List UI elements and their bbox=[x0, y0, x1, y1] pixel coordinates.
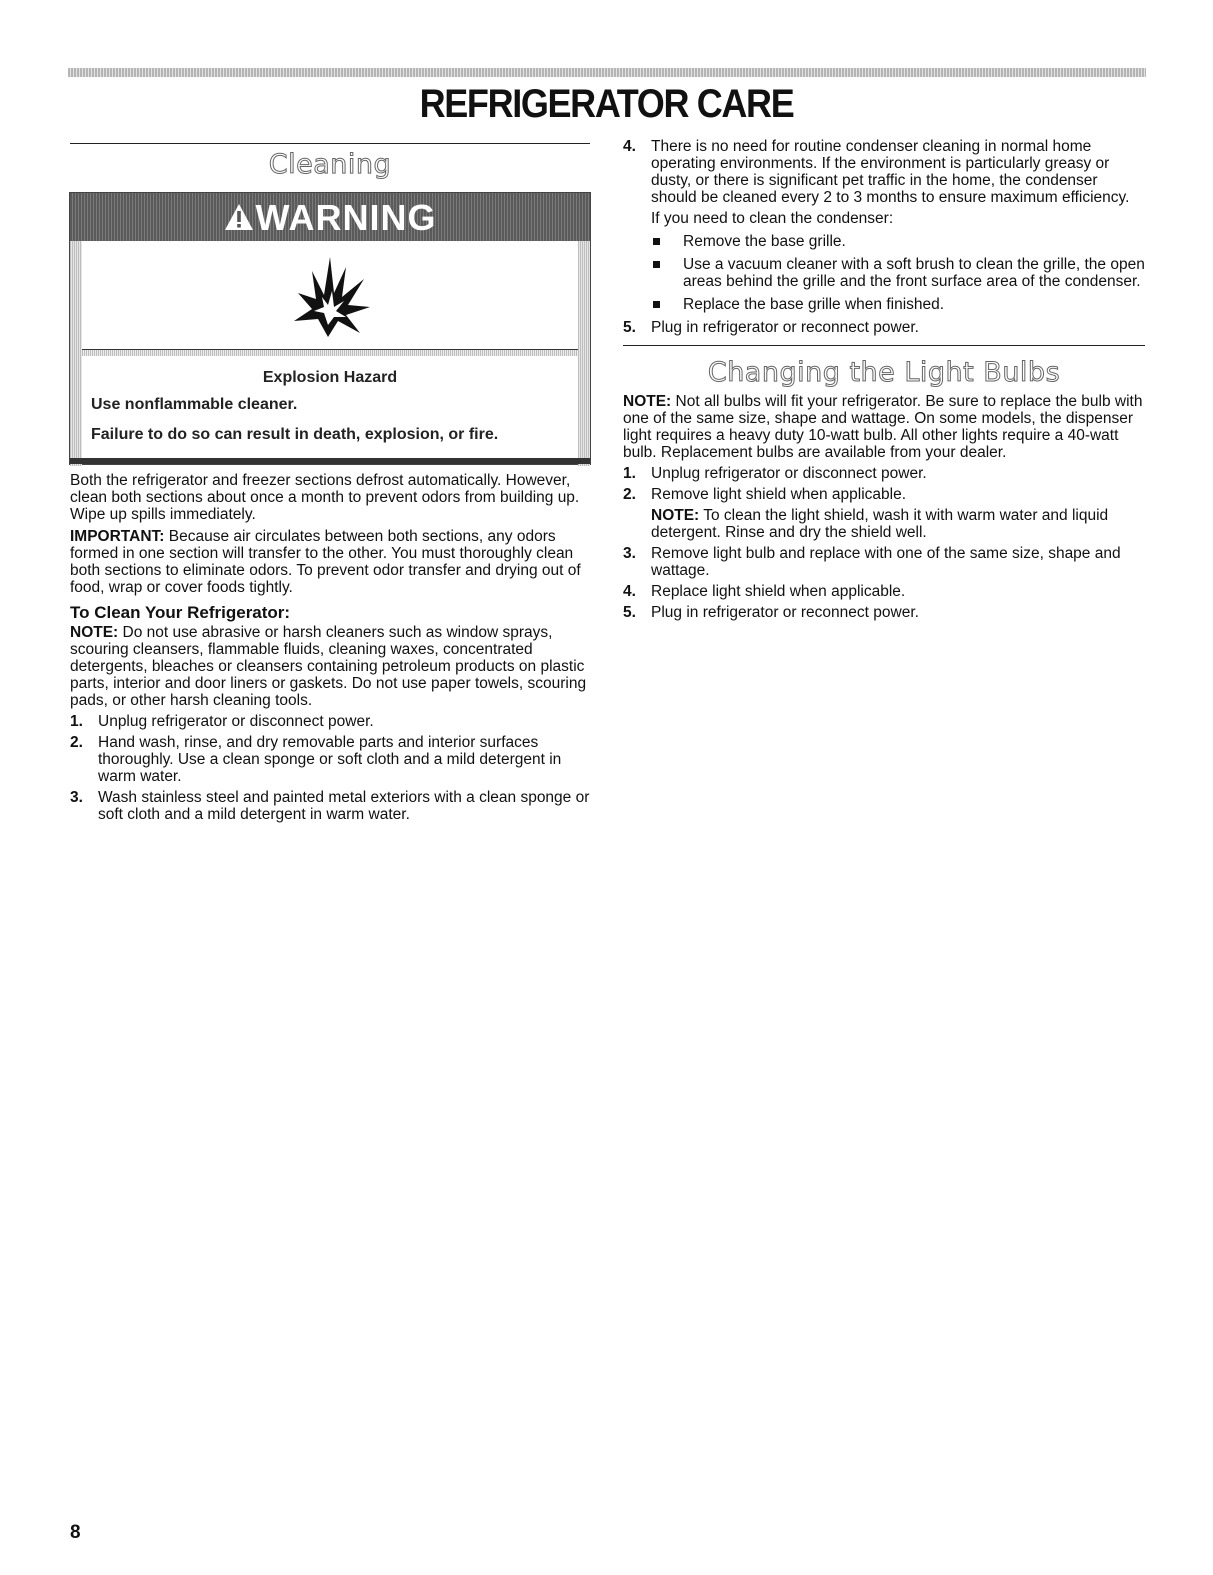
warning-banner bbox=[70, 193, 590, 241]
bullet-icon bbox=[653, 238, 660, 245]
list-item: Use a vacuum cleaner with a soft brush to clean the grille, the open areas behind the grille and the front surface area of the condenser. bbox=[651, 256, 1145, 290]
section-rule bbox=[623, 345, 1145, 346]
list-item: 2. Hand wash, rinse, and dry removable parts and interior surfaces thoroughly. Use a clean sponge or soft cloth and a mild detergent in warm water. bbox=[70, 734, 562, 785]
list-item: 1. Unplug refrigerator or disconnect power. bbox=[70, 713, 374, 730]
list-item: 4. There is no need for routine condenser cleaning in normal home operating environments. If the environment is particularly greasy or dusty, or there is significant pet traffic in the home, the condenser should be cleaned every 2 to 3 months to ensure maximum efficiency. If you need to clean the condenser: Remove the base grille. Use a vacuum cleaner with a soft brush to clean the grille, the open areas behind the grille and the front surface area of the condenser. Replace the base grille when finished. bbox=[623, 138, 1145, 313]
subheading-clean: To Clean Your Refrigerator: bbox=[70, 603, 291, 622]
bullet-icon bbox=[653, 261, 660, 268]
cleaning-steps-list bbox=[70, 713, 590, 823]
light-shield-note: NOTE: To clean the light shield, wash it with warm water and liquid detergent. Rinse and dry the shield well. bbox=[651, 507, 1109, 541]
paragraph-note: NOTE: Do not use abrasive or harsh cleaners such as window sprays, scouring cleansers, flammable fluids, cleaning waxes, concentrated detergents, bleaches or cleansers containing petroleum products on plastic parts, interior and door liners or gaskets. Do not use paper towels, scouring pads, or other harsh cleaning tools. bbox=[70, 624, 587, 709]
paragraph-bulbs-note: NOTE: Not all bulbs will fit your refrigerator. Be sure to replace the bulb with one of the same size, shape and wattage. On some models, the dispenser light requires a heavy duty 10-watt bulb. All other lights require a 40-watt bulb. Replacement bulbs are available from your dealer. bbox=[623, 393, 1143, 461]
hazard-title: Explosion Hazard bbox=[262, 369, 398, 386]
bulb-steps-list bbox=[623, 465, 1145, 621]
warning-triangle-icon bbox=[224, 203, 254, 231]
left-column bbox=[70, 143, 590, 827]
list-item: Remove the base grille. bbox=[651, 233, 1145, 250]
paragraph-defrost: Both the refrigerator and freezer sections defrost automatically. However, clean both sections about once a month to prevent odors from building up. Wipe up spills immediately. bbox=[70, 472, 580, 523]
cleaning-heading: Cleaning bbox=[268, 149, 392, 180]
hazard-consequence: Failure to do so can result in death, explosion, or fire. bbox=[91, 426, 499, 443]
list-item: 1. Unplug refrigerator or disconnect power. bbox=[623, 465, 927, 482]
list-item: 4. Replace light shield when applicable. bbox=[623, 583, 906, 600]
hazard-symbol-area bbox=[82, 241, 578, 350]
list-item: 3. Wash stainless steel and painted metal exteriors with a clean sponge or soft cloth and a mild detergent in warm water. bbox=[70, 789, 590, 823]
warning-box bbox=[69, 192, 591, 465]
condenser-bullets bbox=[623, 233, 1145, 313]
list-item: 5. Plug in refrigerator or reconnect power. bbox=[623, 604, 919, 621]
page-number: 8 bbox=[70, 1522, 81, 1543]
explosion-icon bbox=[288, 249, 372, 341]
list-item: 3. Remove light bulb and replace with one of the same size, shape and wattage. bbox=[623, 545, 1121, 579]
condenser-intro: If you need to clean the condenser: bbox=[651, 210, 894, 227]
bullet-icon bbox=[653, 301, 660, 308]
section-rule bbox=[70, 143, 590, 144]
list-item: 2. Remove light shield when applicable. NOTE: To clean the light shield, wash it with warm water and liquid detergent. Rinse and dry the shield well. bbox=[623, 486, 1145, 541]
list-item: Replace the base grille when finished. bbox=[651, 296, 1145, 313]
header-rule bbox=[68, 68, 1146, 77]
cleaning-steps-continued bbox=[623, 138, 1145, 336]
right-column bbox=[623, 138, 1145, 625]
warning-label: WARNING bbox=[255, 196, 437, 238]
page-title: REFRIGERATOR CARE bbox=[419, 82, 794, 126]
bulbs-heading: Changing the Light Bulbs bbox=[707, 357, 1061, 388]
hazard-instruction: Use nonflammable cleaner. bbox=[91, 396, 298, 413]
list-item: 5. Plug in refrigerator or reconnect power. bbox=[623, 319, 919, 336]
paragraph-important: IMPORTANT: Because air circulates between both sections, any odors formed in one section will transfer to the other. You must thoroughly clean both sections to eliminate odors. To prevent odor transfer and drying out of food, wrap or cover foods tightly. bbox=[70, 528, 581, 596]
